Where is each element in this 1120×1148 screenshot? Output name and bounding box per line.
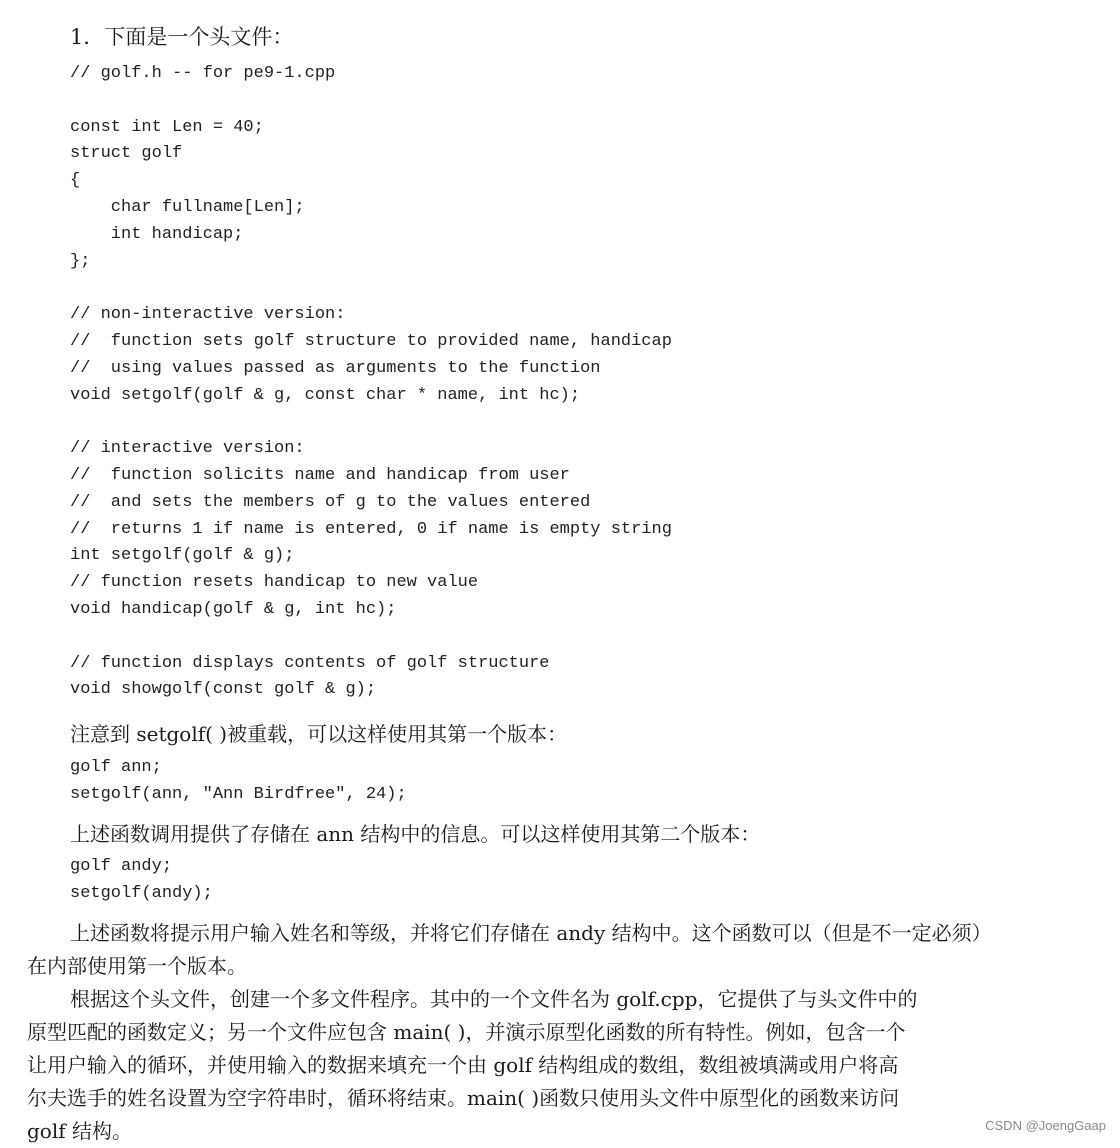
code-line: golf ann; bbox=[70, 758, 162, 777]
code-line: // function resets handicap to new value bbox=[70, 573, 479, 593]
overload-note: 注意到 setgolf( )被重载，可以这样使用其第一个版本： bbox=[70, 722, 568, 746]
code-line: void setgolf(golf & g, const char * name, int hc); bbox=[70, 385, 581, 405]
code-line: char fullname[Len]; bbox=[70, 197, 305, 217]
code-line: // and sets the members of g to the values entered bbox=[70, 492, 591, 512]
code-line: setgolf(ann, "Ann Birdfree", 24); bbox=[70, 784, 407, 804]
code-line: // function solicits name and handicap from user bbox=[70, 465, 570, 485]
paragraph-line: 在内部使用第一个版本。 bbox=[27, 954, 247, 978]
code-line bbox=[70, 88, 672, 115]
paragraph-line: 根据这个头文件，创建一个多文件程序。其中的一个文件名为 golf.cpp，它提供了与头文件中的 bbox=[70, 987, 918, 1011]
watermark-text: CSDN @JoengGaap bbox=[985, 1118, 1106, 1133]
code-line bbox=[70, 275, 672, 302]
code-line: struct golf bbox=[70, 144, 183, 164]
code-line: }; bbox=[70, 251, 91, 271]
exercise-heading: 1．下面是一个头文件： bbox=[70, 25, 294, 49]
paragraph-line: 上述函数将提示用户输入姓名和等级，并将它们存储在 andy 结构中。这个函数可以（但是不一定必须） bbox=[70, 921, 992, 945]
code-line: // using values passed as arguments to the function bbox=[70, 358, 601, 378]
paragraph-line: golf 结构。 bbox=[27, 1119, 132, 1143]
prompt-paragraph bbox=[27, 917, 1072, 983]
paragraph-line: 让用户输入的循环，并使用输入的数据来填充一个由 golf 结构组成的数组，数组被填满或用户将高 bbox=[27, 1053, 899, 1077]
code-line: // golf.h -- for pe9-1.cpp bbox=[70, 64, 336, 83]
code-line: // function displays contents of golf structure bbox=[70, 653, 550, 673]
code-line: // non-interactive version: bbox=[70, 305, 346, 325]
code-line: // returns 1 if name is entered, 0 if name is empty string bbox=[70, 519, 672, 539]
paragraph-line: 尔夫选手的姓名设置为空字符串时，循环将结束。main( )函数只使用头文件中原型化的函数来访问 bbox=[27, 1086, 900, 1110]
code-line: // interactive version: bbox=[70, 439, 305, 459]
code-line: // function sets golf structure to provided name, handicap bbox=[70, 331, 672, 351]
code-line: void showgolf(const golf & g); bbox=[70, 680, 377, 700]
first-version-code-block bbox=[70, 755, 407, 809]
second-version-note: 上述函数调用提供了存储在 ann 结构中的信息。可以这样使用其第二个版本： bbox=[70, 822, 761, 846]
code-line: const int Len = 40; bbox=[70, 117, 264, 137]
code-line: setgolf(andy); bbox=[70, 883, 213, 903]
code-line: int handicap; bbox=[70, 224, 244, 244]
header-code-block bbox=[70, 61, 672, 704]
code-line: int setgolf(golf & g); bbox=[70, 546, 295, 566]
code-line: void handicap(golf & g, int hc); bbox=[70, 599, 397, 619]
paragraph-line: 原型匹配的函数定义；另一个文件应包含 main( )，并演示原型化函数的所有特性。例如，包含一个 bbox=[27, 1020, 906, 1044]
code-line: { bbox=[70, 171, 81, 191]
code-line bbox=[70, 409, 672, 436]
task-paragraph bbox=[27, 983, 1072, 1148]
code-line bbox=[70, 624, 672, 651]
code-line: golf andy; bbox=[70, 857, 173, 876]
second-version-code-block bbox=[70, 854, 213, 908]
